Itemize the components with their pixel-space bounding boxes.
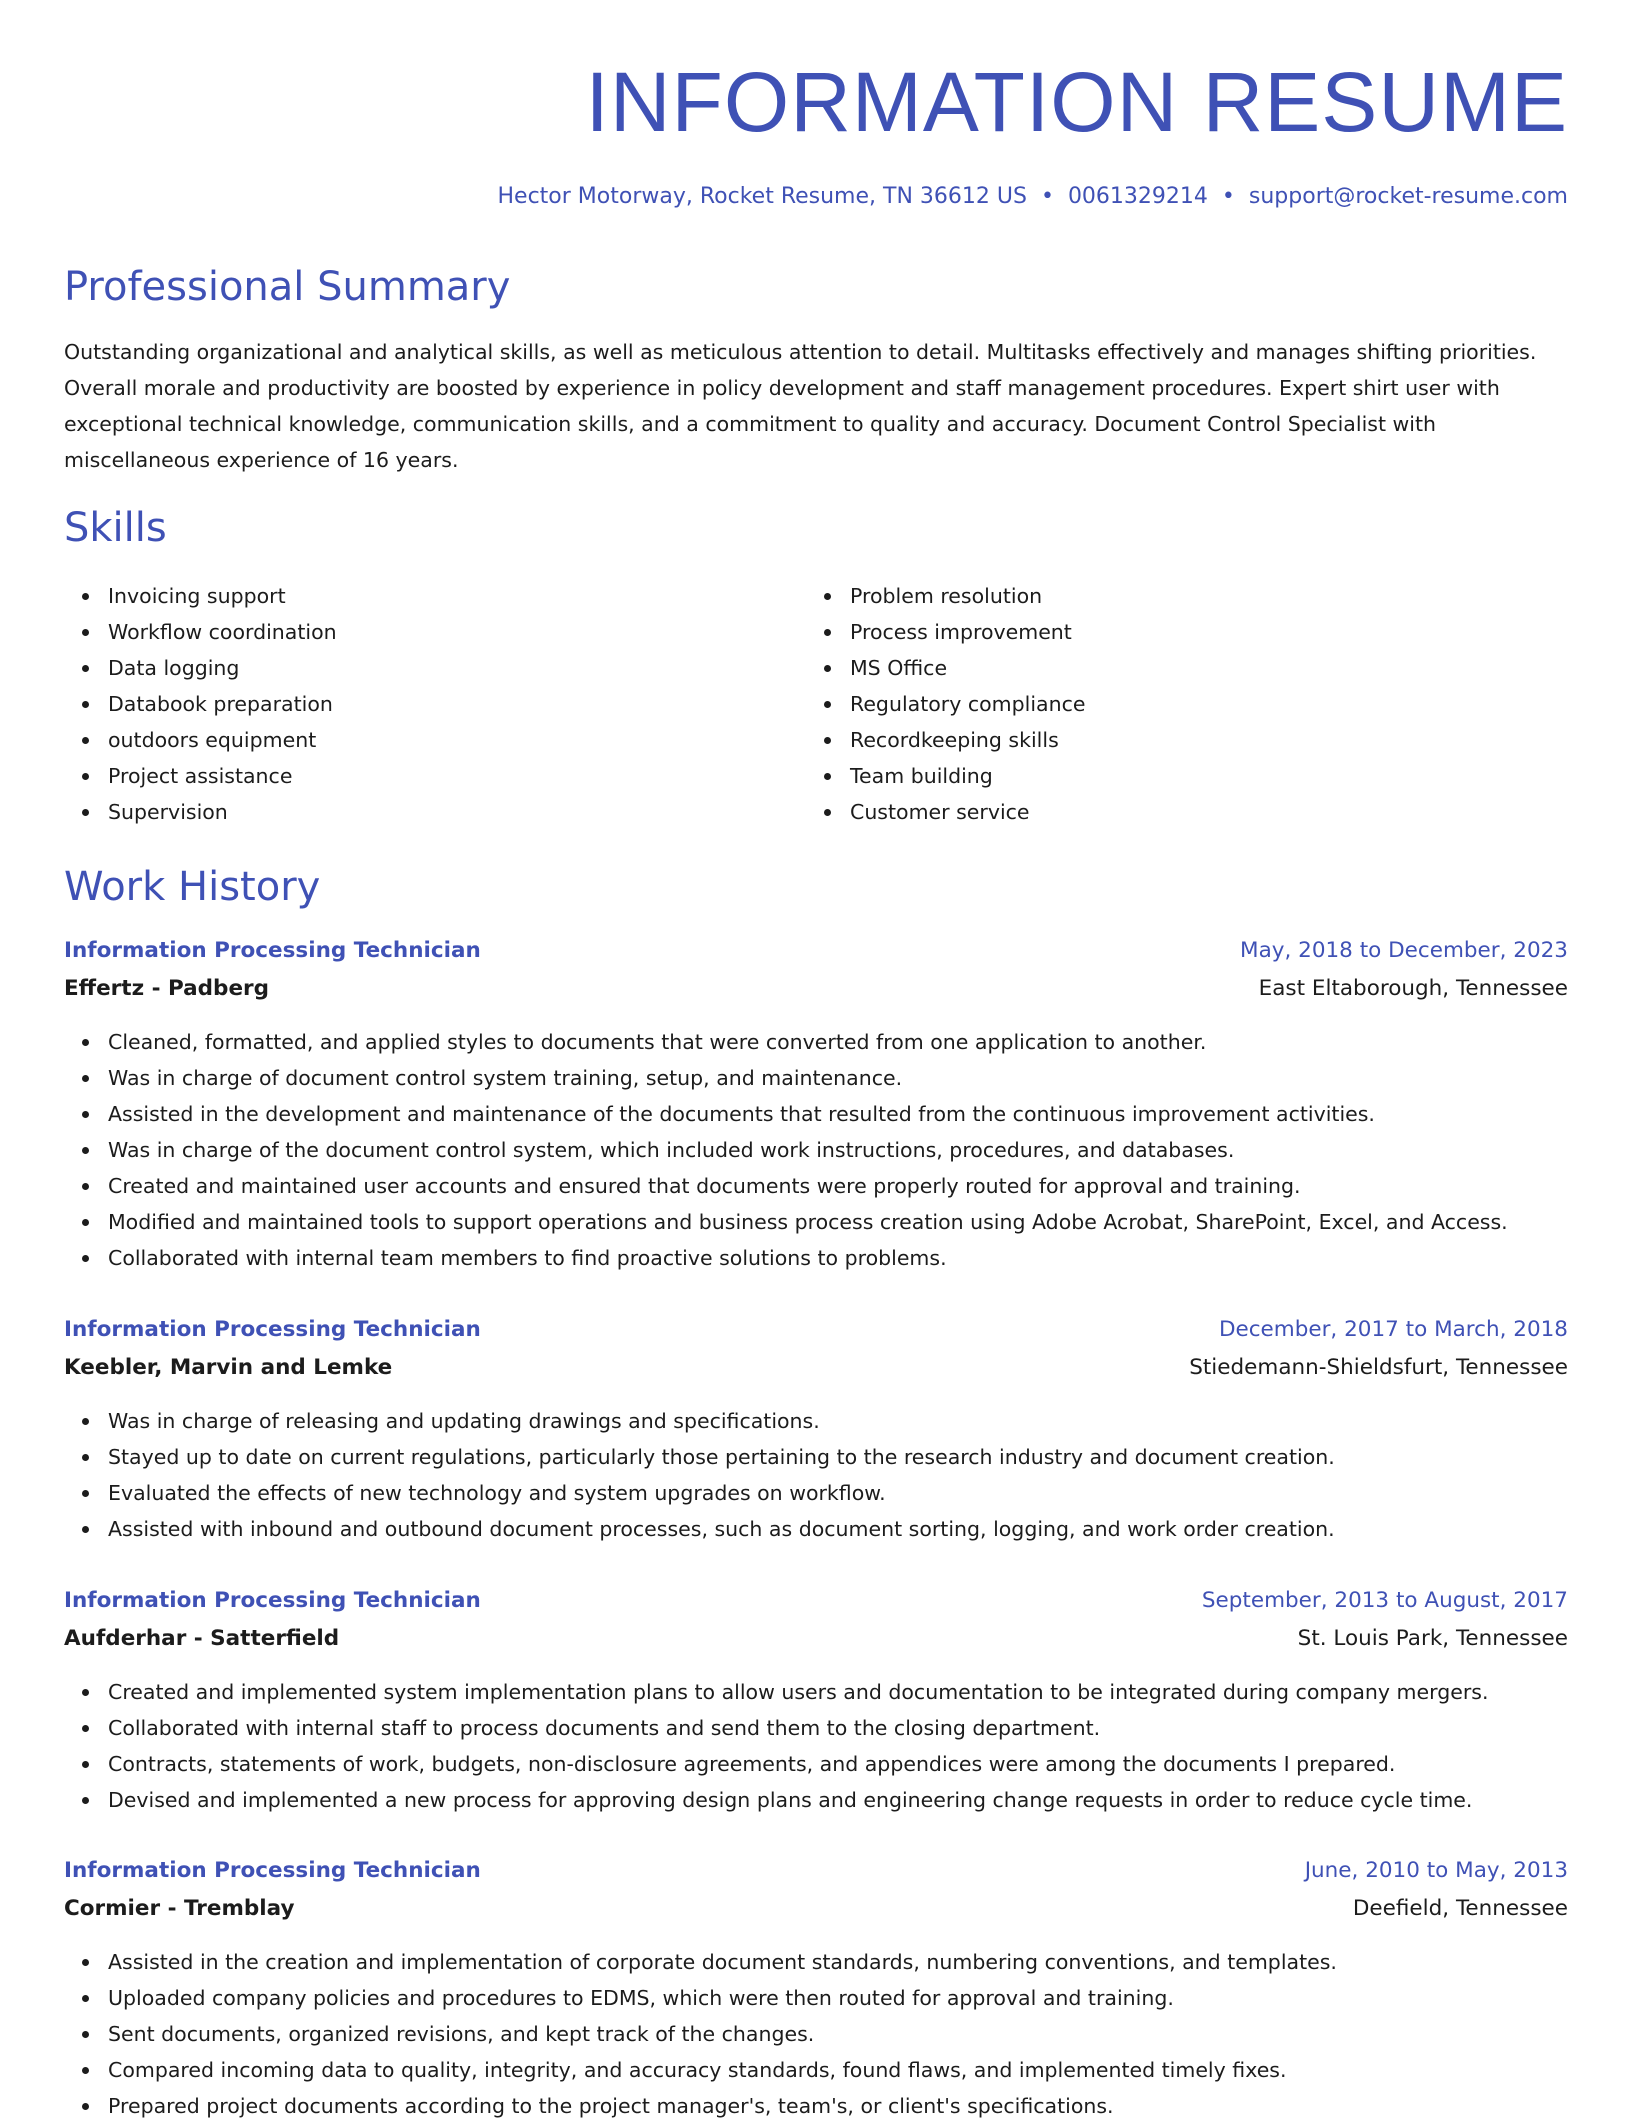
job-company-row (64, 1620, 1568, 1658)
job-bullet: Devised and implemented a new process for approving design plans and engineering change requests in order to reduce cycle time. (64, 1782, 1568, 1818)
job-bullets (64, 1403, 1568, 1547)
job-bullet: Assisted in the development and maintenance of the documents that resulted from the continuous improvement activities. (64, 1096, 1568, 1132)
contact-separator: • (1040, 184, 1054, 209)
contact-phone: 0061329214 (1067, 184, 1208, 209)
skills-column-right (806, 578, 1085, 830)
job-location: Stiedemann-Shieldsfurt, Tennessee (1189, 1355, 1568, 1380)
job-bullet: Was in charge of releasing and updating drawings and specifications. (64, 1403, 1568, 1439)
summary-heading: Professional Summary (64, 264, 511, 310)
job-dates: May, 2018 to December, 2023 (1240, 938, 1568, 963)
skill-item: Project assistance (64, 758, 337, 794)
skills-list-right (806, 578, 1085, 830)
job-bullet: Contracts, statements of work, budgets, non-disclosure agreements, and appendices were among the documents I prepared. (64, 1746, 1568, 1782)
job-location: East Eltaborough, Tennessee (1258, 976, 1568, 1001)
job-company-row (64, 970, 1568, 1008)
skill-item: Supervision (64, 794, 337, 830)
skill-item: Data logging (64, 650, 337, 686)
job-entry (64, 1582, 1568, 1818)
job-bullet: Collaborated with internal team members to find proactive solutions to problems. (64, 1240, 1568, 1276)
job-dates: June, 2010 to May, 2013 (1304, 1858, 1568, 1883)
skills-heading: Skills (64, 505, 167, 551)
skill-item: Process improvement (806, 614, 1085, 650)
job-bullet: Created and maintained user accounts and ensured that documents were properly routed for approval and training. (64, 1168, 1568, 1204)
job-entry (64, 932, 1568, 1276)
job-bullet: Assisted with inbound and outbound document processes, such as document sorting, logging, and work order creation. (64, 1511, 1568, 1547)
skill-item: MS Office (806, 650, 1085, 686)
skill-item: Team building (806, 758, 1085, 794)
job-bullets (64, 1024, 1568, 1276)
job-title: Information Processing Technician (64, 1588, 481, 1613)
job-bullet: Modified and maintained tools to support operations and business process creation using Adobe Acrobat, SharePoint, Excel, and Access. (64, 1204, 1568, 1240)
job-entry (64, 1852, 1568, 2124)
job-entry (64, 1311, 1568, 1547)
skill-item: Invoicing support (64, 578, 337, 614)
job-company-row (64, 1349, 1568, 1387)
job-bullet: Cleaned, formatted, and applied styles to documents that were converted from one application to another. (64, 1024, 1568, 1060)
skill-item: Regulatory compliance (806, 686, 1085, 722)
job-bullet: Was in charge of document control system training, setup, and maintenance. (64, 1060, 1568, 1096)
job-bullet: Evaluated the effects of new technology and system upgrades on workflow. (64, 1475, 1568, 1511)
job-bullet: Collaborated with internal staff to process documents and send them to the closing department. (64, 1710, 1568, 1746)
summary-text: Outstanding organizational and analytical skills, as well as meticulous attention to detail. Multitasks effectively and manages shifting priorities. Overall morale and productivity are boosted by experience in policy development and staff management procedures. Expert shirt user with exceptional technical knowledge, communication skills, and a commitment to quality and accuracy. Document Control Specialist with miscellaneous experience of 16 years. (64, 340, 1537, 472)
contact-email: support@rocket-resume.com (1248, 184, 1568, 209)
job-header-row (64, 932, 1568, 970)
job-bullet: Prepared project documents according to the project manager's, team's, or client's specifications. (64, 2088, 1568, 2124)
skill-item: Customer service (806, 794, 1085, 830)
skills-list-left (64, 578, 337, 830)
job-bullet: Assisted in the creation and implementation of corporate document standards, numbering conventions, and templates. (64, 1944, 1568, 1980)
job-location: Deefield, Tennessee (1352, 1896, 1568, 1921)
job-company: Cormier - Tremblay (64, 1896, 295, 1921)
work-history-heading: Work History (64, 864, 321, 910)
job-bullets (64, 1674, 1568, 1818)
job-location: St. Louis Park, Tennessee (1297, 1626, 1568, 1651)
job-bullet: Compared incoming data to quality, integrity, and accuracy standards, found flaws, and implemented timely fixes. (64, 2052, 1568, 2088)
job-title: Information Processing Technician (64, 938, 481, 963)
skill-item: Recordkeeping skills (806, 722, 1085, 758)
contact-line (498, 182, 1569, 212)
job-company: Aufderhar - Satterfield (64, 1626, 340, 1651)
job-company: Keebler, Marvin and Lemke (64, 1355, 393, 1380)
job-title: Information Processing Technician (64, 1317, 481, 1342)
job-title: Information Processing Technician (64, 1858, 481, 1883)
skill-item: Workflow coordination (64, 614, 337, 650)
contact-address: Hector Motorway, Rocket Resume, TN 36612 US (497, 184, 1027, 209)
job-dates: December, 2017 to March, 2018 (1218, 1317, 1568, 1342)
job-bullet: Stayed up to date on current regulations, particularly those pertaining to the research industry and document creation. (64, 1439, 1568, 1475)
skill-item: outdoors equipment (64, 722, 337, 758)
job-bullet: Was in charge of the document control system, which included work instructions, procedures, and databases. (64, 1132, 1568, 1168)
job-header-row (64, 1582, 1568, 1620)
job-dates: September, 2013 to August, 2017 (1201, 1588, 1568, 1613)
skill-item: Databook preparation (64, 686, 337, 722)
contact-separator: • (1221, 184, 1235, 209)
job-header-row (64, 1311, 1568, 1349)
job-company: Effertz - Padberg (64, 976, 270, 1001)
job-bullet: Created and implemented system implementation plans to allow users and documentation to be integrated during company mergers. (64, 1674, 1568, 1710)
skill-item: Problem resolution (806, 578, 1085, 614)
job-bullet: Sent documents, organized revisions, and kept track of the changes. (64, 2016, 1568, 2052)
job-company-row (64, 1890, 1568, 1928)
job-bullet: Uploaded company policies and procedures to EDMS, which were then routed for approval and training. (64, 1980, 1568, 2016)
job-header-row (64, 1852, 1568, 1890)
job-bullets (64, 1944, 1568, 2124)
skills-column-left (64, 578, 337, 830)
resume-title: INFORMATION RESUME (585, 55, 1568, 149)
